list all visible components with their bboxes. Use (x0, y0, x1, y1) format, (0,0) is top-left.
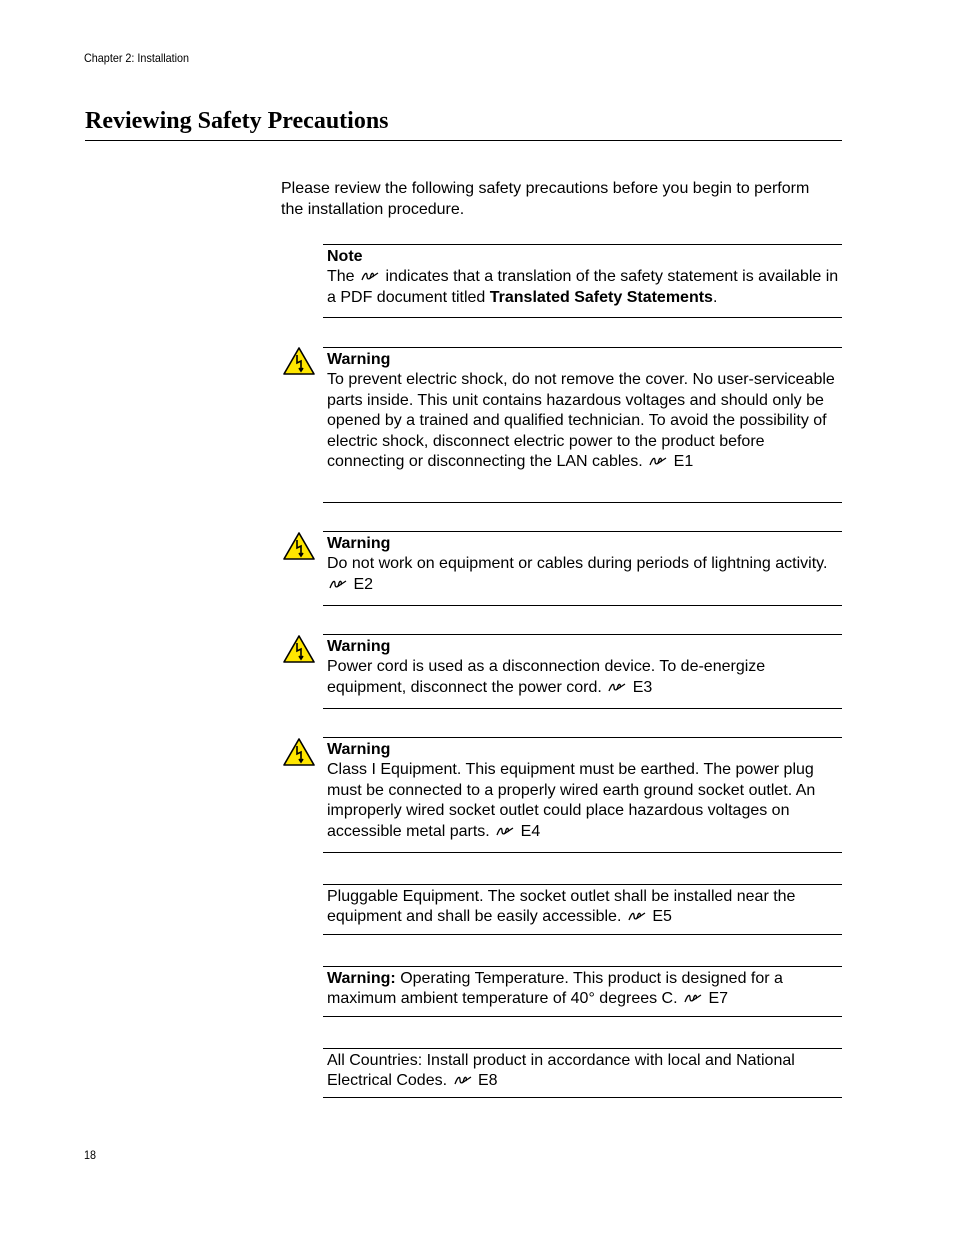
note-heading: Note (327, 248, 363, 265)
statement-text (327, 1051, 842, 1092)
warning-lightning-icon (282, 737, 316, 767)
statement-body: All Countries: Install product in accordance with local and National Electrical Codes. (327, 1052, 795, 1090)
warning-text (327, 760, 842, 842)
statement-code: E1 (673, 453, 694, 471)
statement-block-e8 (323, 1048, 842, 1098)
warning-body: Class I Equipment. This equipment must be earthed. The power plug must be connected to a properly wired earth ground socket outlet. An improperly wired socket outlet could place hazardous voltages on accessible metal parts. (327, 761, 816, 840)
statement-body: Operating Temperature. This product is designed for a maximum ambient temperature of 40° degrees C. (327, 970, 783, 1008)
statement-code: E2 (353, 575, 374, 593)
translation-symbol-icon (608, 681, 626, 693)
statement-text (327, 969, 842, 1010)
warning-lightning-icon (282, 634, 316, 664)
note-text-after: indicates that a translation of the safety statement is available in a PDF document titled (327, 268, 839, 306)
page-title: Reviewing Safety Precautions (85, 106, 842, 141)
warning-block-e4 (323, 737, 842, 853)
note-text (327, 267, 842, 308)
translation-symbol-icon (361, 270, 379, 282)
translation-symbol-icon (684, 992, 702, 1004)
warning-block-e3 (323, 634, 842, 709)
statement-code: E7 (708, 990, 729, 1008)
warning-heading: Warning (327, 741, 391, 758)
warning-lightning-icon (282, 346, 316, 376)
note-end: . (712, 288, 718, 306)
warning-body: Power cord is used as a disconnection device. To de-energize equipment, disconnect the power cord. (327, 658, 766, 696)
warning-block-e2 (323, 531, 842, 606)
warning-heading: Warning (327, 638, 391, 655)
statement-code: E5 (652, 908, 672, 926)
running-head: Chapter 2: Installation (84, 51, 190, 65)
translation-symbol-icon (329, 578, 347, 590)
note-text-before: The (327, 268, 355, 286)
warning-text (327, 554, 842, 595)
warning-body: Do not work on equipment or cables during periods of lightning activity. (327, 555, 828, 573)
translation-symbol-icon (454, 1074, 472, 1086)
warning-heading: Warning (327, 351, 391, 368)
statement-text (327, 887, 842, 928)
statement-body: Pluggable Equipment. The socket outlet shall be installed near the equipment and shall be easily accessible. (327, 888, 796, 926)
statement-code: E3 (632, 678, 653, 696)
warning-heading: Warning (327, 535, 391, 552)
note-block (323, 244, 842, 318)
note-doc-title: Translated Safety Statements (489, 288, 713, 306)
translation-symbol-icon (496, 825, 514, 837)
translation-symbol-icon (628, 910, 646, 922)
translation-symbol-icon (649, 455, 667, 467)
statement-lead: Warning: (327, 970, 396, 987)
warning-body: To prevent electric shock, do not remove the cover. No user-serviceable parts inside. This unit contains hazardous voltages and should only be opened by a trained and qualified technician. To avoid the possibility of electric shock, disconnect electric power to the product before connecting or disconnecting the LAN cables. (327, 371, 835, 471)
statement-block-e7 (323, 966, 842, 1017)
intro-paragraph: Please review the following safety precautions before you begin to perform the installation procedure. (281, 180, 810, 218)
statement-code: E4 (520, 822, 541, 840)
statement-block-e5 (323, 884, 842, 935)
page-number: 18 (84, 1148, 97, 1162)
warning-lightning-icon (282, 531, 316, 561)
warning-text (327, 657, 842, 698)
statement-code: E8 (477, 1072, 498, 1090)
warning-text (327, 370, 842, 472)
warning-block-e1 (323, 347, 842, 503)
